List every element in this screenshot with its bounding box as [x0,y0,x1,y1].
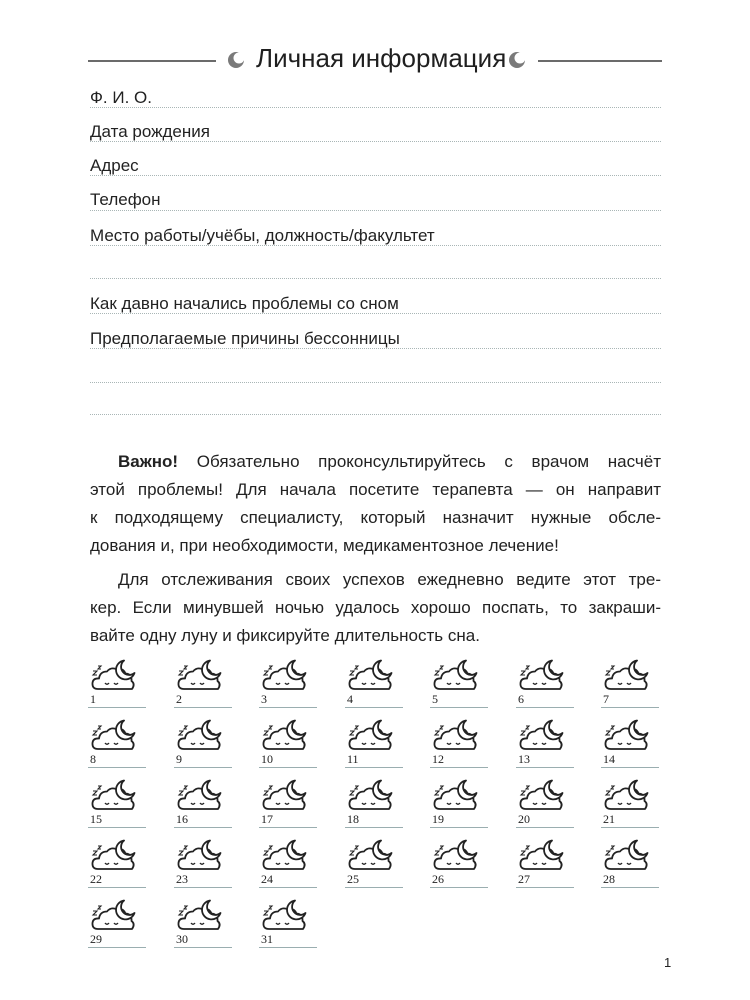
sleeping-cloud-moon-icon [90,838,138,874]
tracker-day-number: 13 [518,752,530,766]
field-line-phone[interactable] [90,210,661,211]
tracker-day-cell[interactable] [601,718,661,772]
tracker-day-number: 22 [90,872,102,886]
sleeping-cloud-moon-icon [432,658,480,694]
tracker-day-cell[interactable] [516,778,576,832]
tracker-duration-line[interactable] [430,887,488,888]
tracker-day-number: 23 [176,872,188,886]
sleeping-cloud-moon-icon [603,778,651,814]
sleeping-cloud-moon-icon [176,718,224,754]
tracker-day-cell[interactable] [174,658,234,712]
tracker-duration-line[interactable] [174,827,232,828]
tracker-duration-line[interactable] [88,887,146,888]
tracker-duration-line[interactable] [516,707,574,708]
important-line-2: этой проблемы! Для начала посетите терапевта — он направит [90,480,661,499]
tracker-day-cell[interactable] [430,838,490,892]
important-line-4: дования и, при необходимости, медикаментозное лечение! [90,536,559,555]
tracker-day-cell[interactable] [259,778,319,832]
tracker-day-cell[interactable] [259,658,319,712]
tracker-duration-line[interactable] [601,887,659,888]
tracker-day-cell[interactable] [345,778,405,832]
tracker-duration-line[interactable] [174,947,232,948]
section-header [88,40,662,80]
tracker-duration-line[interactable] [345,827,403,828]
tracker-day-number: 25 [347,872,359,886]
crescent-moon-icon [227,51,245,69]
tracker-day-cell[interactable] [174,898,234,952]
tracker-day-cell[interactable] [345,838,405,892]
tracker-day-cell[interactable] [259,838,319,892]
tracker-duration-line[interactable] [259,767,317,768]
tracker-duration-line[interactable] [430,707,488,708]
tracker-day-cell[interactable] [430,718,490,772]
tracker-day-number: 9 [176,752,182,766]
sleeping-cloud-moon-icon [261,778,309,814]
tracker-duration-line[interactable] [259,887,317,888]
sleeping-cloud-moon-icon [518,778,566,814]
tracker-day-cell[interactable] [601,778,661,832]
tracker-day-number: 6 [518,692,524,706]
tracker-day-number: 17 [261,812,273,826]
sleeping-cloud-moon-icon [347,718,395,754]
sleeping-cloud-moon-icon [603,838,651,874]
field-label-workplace: Место работы/учёбы, должность/факультет [90,226,435,245]
tracker-day-number: 27 [518,872,530,886]
tracker-day-number: 24 [261,872,273,886]
tracker-day-cell[interactable] [345,718,405,772]
sleeping-cloud-moon-icon [176,778,224,814]
important-paragraph [90,448,661,560]
tracker-duration-line[interactable] [345,887,403,888]
field-label-birthdate: Дата рождения [90,122,210,141]
tracker-duration-line[interactable] [430,827,488,828]
tracker-duration-line[interactable] [259,707,317,708]
tracker-duration-line[interactable] [88,767,146,768]
tracker-duration-line[interactable] [516,767,574,768]
sleeping-cloud-moon-icon [347,838,395,874]
field-line-insomnia-causes[interactable] [90,348,661,349]
field-line-insomnia-causes-extra-1[interactable] [90,382,661,383]
tracker-duration-line[interactable] [174,887,232,888]
tracker-day-cell[interactable] [88,658,148,712]
tracker-day-number: 19 [432,812,444,826]
tracker-day-number: 5 [432,692,438,706]
tracker-day-cell[interactable] [516,658,576,712]
tracker-day-number: 3 [261,692,267,706]
tracker-duration-line[interactable] [516,827,574,828]
sleeping-cloud-moon-icon [432,778,480,814]
tracker-day-number: 11 [347,752,359,766]
tracker-duration-line[interactable] [174,707,232,708]
sleeping-cloud-moon-icon [261,658,309,694]
tracker-day-number: 4 [347,692,353,706]
page-title: Личная информация [256,43,507,73]
tracker-day-cell[interactable] [516,838,576,892]
field-label-address: Адрес [90,156,139,175]
sleeping-cloud-moon-icon [603,658,651,694]
sleeping-cloud-moon-icon [261,898,309,934]
tracker-day-number: 21 [603,812,615,826]
tracker-duration-line[interactable] [259,947,317,948]
tracker-duration-line[interactable] [601,767,659,768]
tracker-day-cell[interactable] [430,658,490,712]
field-line-name[interactable] [90,107,661,108]
tracker-duration-line[interactable] [345,707,403,708]
tracker-duration-line[interactable] [601,827,659,828]
tracker-duration-line[interactable] [601,707,659,708]
tracker-day-number: 14 [603,752,615,766]
sleeping-cloud-moon-icon [90,658,138,694]
field-line-sleep-problem-duration[interactable] [90,313,661,314]
tracker-day-number: 30 [176,932,188,946]
field-label-sleep-problem-duration: Как давно начались проблемы со сном [90,294,399,313]
tracker-day-cell[interactable] [259,718,319,772]
sleeping-cloud-moon-icon [90,718,138,754]
tracker-duration-line[interactable] [259,827,317,828]
tracker-day-number: 8 [90,752,96,766]
sleeping-cloud-moon-icon [90,898,138,934]
tracker-day-cell[interactable] [88,718,148,772]
tracker-day-cell[interactable] [259,898,319,952]
tracker-duration-line[interactable] [88,707,146,708]
sleeping-cloud-moon-icon [347,658,395,694]
tracker-duration-line[interactable] [88,827,146,828]
sleeping-cloud-moon-icon [432,718,480,754]
tracker-duration-line[interactable] [516,887,574,888]
tracker-intro-line-2: кер. Если минувшей ночью удалось хорошо поспать, то закраши- [90,598,661,617]
important-label: Важно! [118,452,179,471]
tracker-duration-line[interactable] [88,947,146,948]
header-rule-right [538,60,662,62]
tracker-day-cell[interactable] [88,778,148,832]
important-line-1: Обязательно проконсультируйтесь с врачом насчёт [178,452,661,471]
tracker-day-cell[interactable] [516,718,576,772]
tracker-day-cell[interactable] [174,838,234,892]
field-label-name: Ф. И. О. [90,88,152,107]
tracker-intro-paragraph [90,566,661,650]
sleeping-cloud-moon-icon [176,838,224,874]
tracker-day-cell[interactable] [88,838,148,892]
sleep-tracker-grid [88,658,668,958]
tracker-day-number: 29 [90,932,102,946]
header-rule-left [88,60,216,62]
tracker-day-cell[interactable] [174,778,234,832]
sleeping-cloud-moon-icon [518,718,566,754]
tracker-duration-line[interactable] [174,767,232,768]
tracker-day-cell[interactable] [174,718,234,772]
field-label-insomnia-causes: Предполагаемые причины бессонницы [90,329,400,348]
sleeping-cloud-moon-icon [518,838,566,874]
field-line-insomnia-causes-extra-2[interactable] [90,414,661,415]
important-line-3: к подходящему специалисту, который назначит нужные обсле- [90,508,661,527]
tracker-duration-line[interactable] [345,767,403,768]
field-line-workplace[interactable] [90,245,661,246]
tracker-day-cell[interactable] [345,658,405,712]
sleeping-cloud-moon-icon [176,898,224,934]
sleeping-cloud-moon-icon [261,718,309,754]
sleeping-cloud-moon-icon [518,658,566,694]
tracker-intro-line-1: Для отслеживания своих успехов ежедневно ведите этот тре- [118,570,661,589]
sleeping-cloud-moon-icon [176,658,224,694]
tracker-day-cell[interactable] [88,898,148,952]
field-label-phone: Телефон [90,190,161,209]
tracker-day-number: 26 [432,872,444,886]
tracker-day-number: 12 [432,752,444,766]
tracker-day-number: 10 [261,752,273,766]
crescent-moon-icon [508,51,526,69]
tracker-day-number: 28 [603,872,615,886]
tracker-day-number: 2 [176,692,182,706]
tracker-day-cell[interactable] [430,778,490,832]
tracker-day-number: 15 [90,812,102,826]
tracker-day-number: 7 [603,692,609,706]
tracker-day-number: 18 [347,812,359,826]
page-number: 1 [664,955,672,970]
tracker-day-number: 1 [90,692,96,706]
sleeping-cloud-moon-icon [603,718,651,754]
field-line-workplace-extra[interactable] [90,278,661,279]
field-line-address[interactable] [90,175,661,176]
tracker-duration-line[interactable] [430,767,488,768]
tracker-day-number: 31 [261,932,273,946]
tracker-intro-line-3: вайте одну луну и фиксируйте длительность сна. [90,626,480,645]
sleeping-cloud-moon-icon [90,778,138,814]
sleeping-cloud-moon-icon [432,838,480,874]
tracker-day-number: 20 [518,812,530,826]
sleeping-cloud-moon-icon [261,838,309,874]
tracker-day-number: 16 [176,812,188,826]
sleeping-cloud-moon-icon [347,778,395,814]
field-line-birthdate[interactable] [90,141,661,142]
tracker-day-cell[interactable] [601,658,661,712]
tracker-day-cell[interactable] [601,838,661,892]
